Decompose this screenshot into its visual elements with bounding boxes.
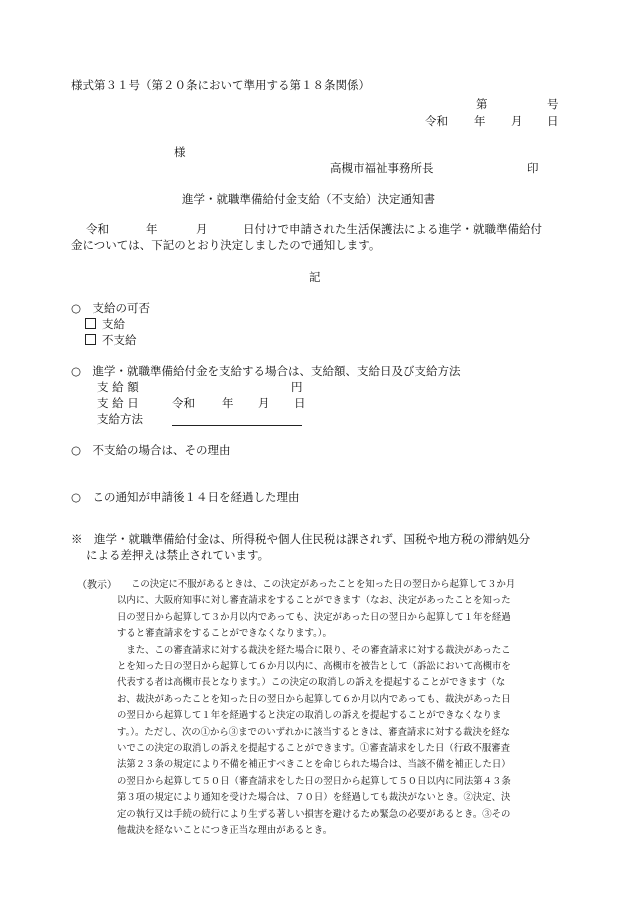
issuer-name: 高槻市福祉事務所長 xyxy=(330,161,434,175)
amount-unit: 円 xyxy=(291,380,303,394)
intro-line2: 金については、下記のとおり決定しましたので通知します。 xyxy=(71,238,381,252)
instruction-line: すると審査請求をすることができなくなります。）。 xyxy=(117,628,332,640)
intro-year: 年 xyxy=(146,222,158,236)
tax-note-line2: による差押えは禁止されています。 xyxy=(86,548,270,562)
pay-method-label: 支給方法 xyxy=(97,412,143,426)
issue-date-year: 年 xyxy=(474,114,486,128)
instruction-line: この決定に不服があるときは、この決定があったことを知った日の翌日から起算して３か月 xyxy=(131,579,516,590)
addressee-suffix: 様 xyxy=(174,145,186,159)
section-payment-decision: ○ 支給の可否 xyxy=(71,301,151,315)
instruction-line: いでこの決定の取消しの訴えを提起することができます。①審査請求をした日（行政不服審査 xyxy=(117,743,511,755)
instruction-line: 代表する者は高槻市長となります。）この決定の取消しの訴えを提起することができます（な xyxy=(117,677,506,689)
issue-date-day: 日 xyxy=(547,114,559,128)
instruction-line: お、裁決があったことを知った日の翌日から起算して６か月以内であっても、裁決があった日 xyxy=(117,693,511,705)
instruction-line: す。）。ただし、次の①から③までのいずれかに該当するときは、審査請求に対する裁決を経な xyxy=(117,726,510,738)
pay-date-month: 月 xyxy=(258,396,270,410)
pay-method-underline xyxy=(172,425,302,426)
instruction-line: の翌日から起算して１年を経過すると決定の取消しの訴えを提起することができなくなりま xyxy=(117,710,502,722)
seal-mark: 印 xyxy=(527,161,539,175)
instruction-line: 以内に、大阪府知事に対し審査請求をすることができます（なお、決定があったことを知った xyxy=(117,595,511,607)
instruction-line: の翌日から起算して５０日（審査請求をした日の翌日から起算して５０日以内に同法第４３条 xyxy=(117,775,511,787)
issue-date-month: 月 xyxy=(511,114,523,128)
checkbox-pay[interactable] xyxy=(85,318,96,329)
pay-date-day: 日 xyxy=(294,396,306,410)
instruction-line: 法第２３条の規定により不備を補正すべきことを命じられた場合は、当該不備を補正した日） xyxy=(117,759,511,771)
pay-date-label: 支 給 日 xyxy=(97,396,139,410)
intro-era: 令和 xyxy=(86,222,109,236)
amount-label: 支 給 額 xyxy=(97,380,139,394)
instruction-label: （教示） xyxy=(77,580,117,591)
instruction-line: また、この審査請求に対する裁決を経た場合に限り、その審査請求に対する裁決があったこ xyxy=(117,644,511,656)
ki-heading: 記 xyxy=(309,270,321,284)
issue-date-era: 令和 xyxy=(425,114,448,128)
pay-date-year: 年 xyxy=(222,396,234,410)
intro-line1-rest: 日付けで申請された生活保護法による進学・就職準備給付 xyxy=(243,222,542,236)
instruction-line: 日の翌日から起算して３か月以内であっても、決定があった日の翌日から起算して１年を経過 xyxy=(117,611,511,623)
option-nonpay xyxy=(85,333,137,348)
option-nonpay-label: 不支給 xyxy=(102,333,137,347)
option-pay-label: 支給 xyxy=(102,317,125,331)
option-pay xyxy=(85,317,125,332)
instruction-line: 他裁決を経ないことにつき正当な理由があるとき。 xyxy=(117,825,333,837)
instruction-line: 第３項の規定により通知を受けた場合は、７０日）を経過しても裁決がないとき。②決定、決 xyxy=(117,792,511,804)
document-title: 進学・就職準備給付金支給（不支給）決定通知書 xyxy=(182,192,435,206)
section-payment-details: ○ 進学・就職準備給付金を支給する場合は、支給額、支給日及び支給方法 xyxy=(71,364,461,378)
instruction-line: 定の執行又は手続の続行により生ずる著しい損害を避けるため緊急の必要があるとき。③その xyxy=(117,808,511,820)
tax-note-line1: ※ 進学・就職準備給付金は、所得税や個人住民税は課されず、国税や地方税の滞納処分 xyxy=(71,532,531,546)
section-delay-reason: ○ この通知が申請後１４日を経過した理由 xyxy=(71,490,300,504)
form-number-label: 様式第３１号（第２０条において準用する第１８条関係） xyxy=(71,78,370,92)
pay-date-era: 令和 xyxy=(172,396,195,410)
checkbox-nonpay[interactable] xyxy=(85,334,96,345)
instruction-text xyxy=(117,577,515,840)
doc-number-suffix: 号 xyxy=(547,97,559,111)
section-nonpay-reason: ○ 不支給の場合は、その理由 xyxy=(71,443,231,457)
intro-month: 月 xyxy=(196,222,208,236)
doc-number-prefix: 第 xyxy=(476,97,488,111)
instruction-line: とを知った日の翌日から起算して６か月以内に、高槻市を被告として（訴訟において高槻市を xyxy=(117,661,511,673)
